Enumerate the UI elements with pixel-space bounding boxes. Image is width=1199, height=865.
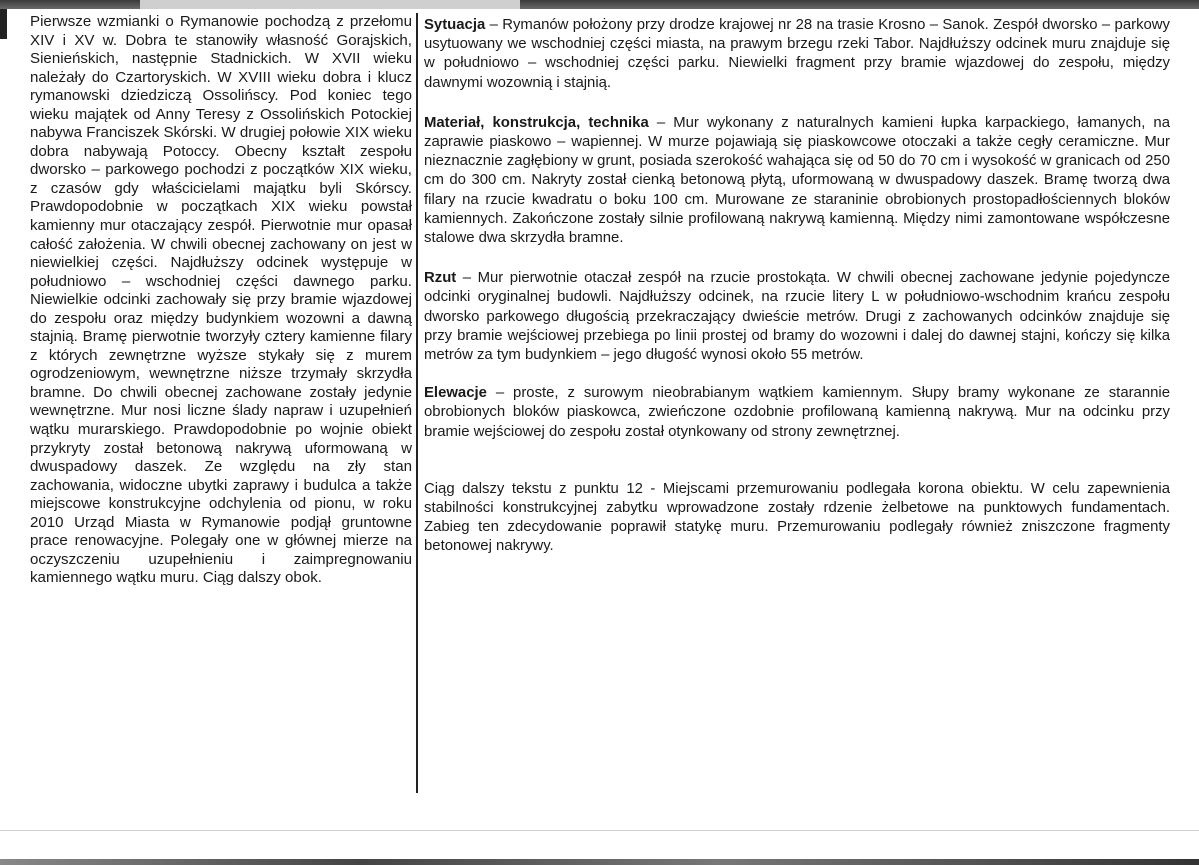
scan-edge-top — [0, 0, 1199, 9]
plan-heading: Rzut — [424, 270, 457, 287]
material-heading: Materiał, konstrukcja, technika — [424, 114, 649, 131]
material-section — [424, 114, 1170, 248]
table-bottom-line — [0, 830, 1199, 831]
scan-edge-left-mark — [0, 9, 7, 39]
plan-section — [424, 269, 1170, 365]
situation-heading: Sytuacja — [424, 17, 486, 33]
elevation-heading: Elewacje — [424, 385, 487, 402]
history-text: Pierwsze wzmianki o Rymanowie pochodzą z przełomu XIV i XV w. Dobra te stanowiły własność Gorajskich, Sienieńskich, następnie Stadnickich. W XVII wieku należały do Czartoryskich. W XVIII wieku dobra i klucz rymanowski dziedziczą Ossolińscy. Pod koniec tego wieku majątek od Anny Teresy z Ossolińskich Potockiej nabywa Franciszek Skórski. W drugiej połowie XIX wieku dobra nabywają Potoccy. Obecny kształt zespołu dworsko – parkowego pochodzi z początków XIX wieku, z czasów gdy właścicielami majątku byli Skórscy. Prawdopodobnie w początkach XIX wieku powstał kamienny mur otaczający zespół. Pierwotnie mur opasał całość założenia. W chwili obecnej zachowany on jest w niewielkiej części. Najdłuższy odcinek występuje w południowo – wschodniej części dawnego parku. Niewielkie odcinki zachowały się przy bramie wjazdowej do zespołu oraz między budynkiem wozowni a dawną stajnią. Bramę pierwotnie tworzyły cztery kamienne filary z których zewnętrzne wyższe stykały się z murem ogrodzeniowym, wewnętrzne niższe trzymały skrzydła bramne. Do chwili obecnej zachowane zostały jedynie wewnętrzne. Mur nosi liczne ślady napraw i uzupełnień wątku murarskiego. Prawdopodobnie po wojnie obiekt przykryty został betonową nakrywą uformowaną w dwuspadowy daszek. Ze względu na zły stan zachowania, widoczne ubytki zaprawy i budulca a także miejscowe konstrukcyjne odchylenia od pionu, w roku 2010 Urząd Miasta w Rymanowie podjął gruntowne prace renowacyjne. Polegały one w głównej mierze na oczyszczeniu uzupełnieniu i zaimpregnowaniu kamiennego wątku muru. Ciąg dalszy obok. — [30, 13, 412, 587]
elevation-section — [424, 384, 1170, 442]
continuation-section — [424, 480, 1170, 557]
column-divider — [416, 13, 418, 793]
continuation-text: Ciąg dalszy tekstu z punktu 12 - Miejscami przemurowaniu podlegała korona obiektu. W celu zapewnienia stabilności konstrukcyjnej zabytku wprowadzone zostały rdzenie żelbetowe na punktowych fundamentach. Zabieg ten zdecydowanie poprawił statykę muru. Przemurowaniu podlegały również zniszczone fragmenty betonowej nakrywy. — [424, 480, 1170, 555]
situation-section — [424, 16, 1170, 93]
elevation-text: – proste, z surowym nieobrabianym wątkiem kamiennym. Słupy bramy wykonane ze starannie obrobionych bloków piaskowca, zwieńczone ozdobnie profilowaną kamienną nakrywą. Mur na odcinku przy bramie wejściowej do zespołu został otynkowany od strony zewnętrznej. — [424, 385, 1170, 440]
history-column — [30, 13, 412, 588]
situation-text: – Rymanów położony przy drodze krajowej nr 28 na trasie Krosno – Sanok. Zespół dworsko – parkowy usytuowany we wschodniej części miasta, na prawym brzegu rzeki Tabor. Najdłuższy odcinek muru znajduje się w południowo – wschodniej części parku. Niewielki fragment przy bramie wjazdowej do zespołu, między dawnymi wozownią i stajnią. — [424, 17, 1170, 91]
material-text: – Mur wykonany z naturalnych kamieni łupka karpackiego, łamanych, na zaprawie piaskowo – wapiennej. W murze pojawiają się piaskowcowe otoczaki a także cegły ceramiczne. Mur nieznacznie zagłębiony w grunt, posiada szerokość wahająca się od 50 do 70 cm i wysokość w granicach od 250 cm do 300 cm. Nakryty został cienką betonową płytą, uformowaną w dwuspadowy daszek. Bramę tworzą dwa filary na rzucie kwadratu o boku 100 cm. Murowane ze staraninie obrobionych prostopadłościennych bloków kamiennych. Zakończone zostały silnie profilowaną nakrywą kamienną. Między nimi zamontowane współczesne stalowe dwa skrzydła bramne. — [424, 114, 1170, 247]
scan-edge-bottom — [0, 859, 1199, 865]
plan-text: – Mur pierwotnie otaczał zespół na rzucie prostokąta. W chwili obecnej zachowane jedynie pojedyncze odcinki oryginalnej budowli. Najdłuższy odcinek, na rzucie litery L w południowo-wschodnim krańcu zespołu dworsko parkowego długością przekraczający dwieście metrów. Drugi z zachowanych odcinków znajduje się przy bramie wejściowej przebiega po linii prostej od bramy do wozowni i dalej do dawnej stajni, kończy się kilka metrów za tym budynkiem – jego długość wynosi około 55 metrów. — [424, 270, 1170, 364]
description-column — [424, 16, 1170, 557]
